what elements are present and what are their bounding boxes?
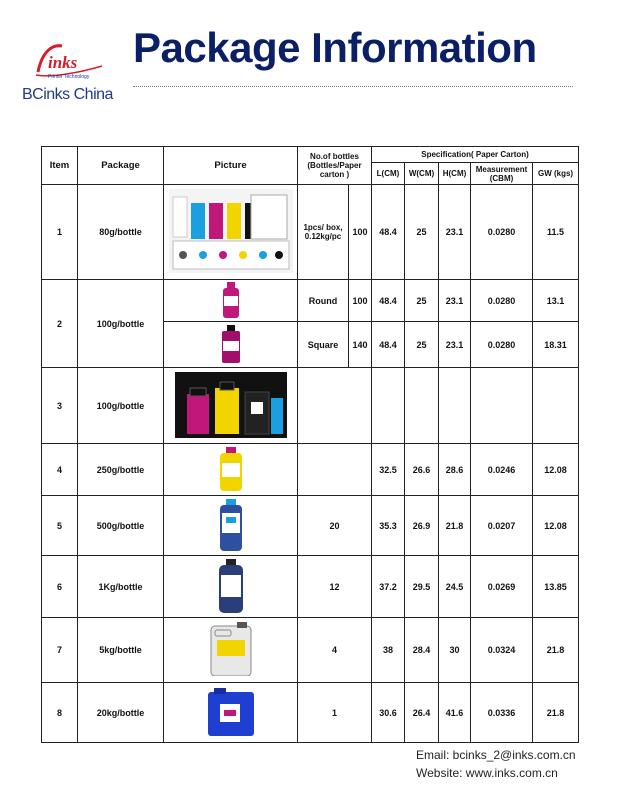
jerrycan-5kg-photo xyxy=(207,622,255,676)
cell-l: 48.4 xyxy=(372,280,405,322)
cell-cbm: 0.0246 xyxy=(471,444,533,496)
cell-item: 8 xyxy=(42,683,78,743)
cell-w: 26.4 xyxy=(405,683,439,743)
cell-w xyxy=(405,368,439,444)
drum-20kg-photo xyxy=(206,688,256,736)
table-row xyxy=(42,185,579,280)
cell-picture xyxy=(164,322,298,368)
cell-h: 23.1 xyxy=(439,322,471,368)
cell-count: 12 xyxy=(298,556,372,618)
header-measurement: Measurement (CBM) xyxy=(471,163,533,185)
cell-l: 38 xyxy=(372,618,405,683)
cell-h: 21.8 xyxy=(439,496,471,556)
cell-item: 3 xyxy=(42,368,78,444)
cell-package: 1Kg/bottle xyxy=(78,556,164,618)
product-photo-100g-set xyxy=(175,372,287,438)
cell-count: 4 xyxy=(298,618,372,683)
cell-gw: 21.8 xyxy=(533,618,579,683)
cell-l: 48.4 xyxy=(372,322,405,368)
cell-item: 1 xyxy=(42,185,78,280)
cell-picture xyxy=(164,444,298,496)
brand-name: BCinks China xyxy=(22,86,113,103)
cell-package: 100g/bottle xyxy=(78,280,164,368)
header-picture: Picture xyxy=(164,147,298,185)
cell-h: 28.6 xyxy=(439,444,471,496)
bottle-500g-photo xyxy=(218,499,244,551)
cell-w: 28.4 xyxy=(405,618,439,683)
cell-picture xyxy=(164,185,298,280)
cell-package: 5kg/bottle xyxy=(78,618,164,683)
cell-gw: 13.85 xyxy=(533,556,579,618)
cell-count xyxy=(298,444,372,496)
header-height: H(CM) xyxy=(439,163,471,185)
cell-count: 1 xyxy=(298,683,372,743)
logo-swoosh-icon xyxy=(32,42,122,82)
contact-email: Email: bcinks_2@inks.com.cn xyxy=(416,748,576,762)
header-item: Item xyxy=(42,147,78,185)
cell-item: 6 xyxy=(42,556,78,618)
cell-h: 30 xyxy=(439,618,471,683)
cell-gw: 13.1 xyxy=(533,280,579,322)
cell-cbm: 0.0280 xyxy=(471,322,533,368)
cell-count: 100 xyxy=(349,280,372,322)
header-specification: Specification( Paper Carton) xyxy=(372,147,579,163)
table-row xyxy=(42,444,579,496)
cell-l: 37.2 xyxy=(372,556,405,618)
round-bottle-photo xyxy=(221,282,241,318)
cell-gw: 12.08 xyxy=(533,444,579,496)
cell-package: 250g/bottle xyxy=(78,444,164,496)
cell-cbm: 0.0336 xyxy=(471,683,533,743)
cell-note: 1pcs/ box, 0.12kg/pc xyxy=(298,185,349,280)
header-bottles: No.of bottles (Bottles/Paper carton ) xyxy=(298,147,372,185)
table-row xyxy=(42,556,579,618)
cell-h: 24.5 xyxy=(439,556,471,618)
cell-picture xyxy=(164,618,298,683)
contact-website: Website: www.inks.com.cn xyxy=(416,766,558,780)
cell-w: 26.9 xyxy=(405,496,439,556)
header-length: L(CM) xyxy=(372,163,405,185)
cell-h: 23.1 xyxy=(439,280,471,322)
cell-count-empty xyxy=(298,368,372,444)
cell-gw: 18.31 xyxy=(533,322,579,368)
logo-tagline: Printer Technology xyxy=(48,74,90,80)
cell-picture xyxy=(164,280,298,322)
logo-wordmark: inks xyxy=(48,53,78,72)
table-row xyxy=(42,368,579,444)
cell-count: 100 xyxy=(349,185,372,280)
cell-w: 25 xyxy=(405,280,439,322)
page-title: Package Information xyxy=(133,24,537,71)
cell-count: 20 xyxy=(298,496,372,556)
cell-item: 2 xyxy=(42,280,78,368)
cell-picture xyxy=(164,556,298,618)
cell-cbm: 0.0269 xyxy=(471,556,533,618)
cell-picture xyxy=(164,683,298,743)
header-package: Package xyxy=(78,147,164,185)
cell-cbm xyxy=(471,368,533,444)
cell-l xyxy=(372,368,405,444)
cell-cbm: 0.0324 xyxy=(471,618,533,683)
bottle-1kg-photo xyxy=(217,559,245,613)
cell-l: 32.5 xyxy=(372,444,405,496)
cell-l: 35.3 xyxy=(372,496,405,556)
cell-w: 25 xyxy=(405,322,439,368)
cell-w: 26.6 xyxy=(405,444,439,496)
cell-package: 80g/bottle xyxy=(78,185,164,280)
cell-w: 29.5 xyxy=(405,556,439,618)
cell-gw xyxy=(533,368,579,444)
logo-mark xyxy=(32,42,122,82)
cell-cbm: 0.0280 xyxy=(471,280,533,322)
cell-cbm: 0.0280 xyxy=(471,185,533,280)
table-row xyxy=(42,496,579,556)
cell-package: 20kg/bottle xyxy=(78,683,164,743)
header-width: W(CM) xyxy=(405,163,439,185)
table-row xyxy=(42,683,579,743)
cell-h xyxy=(439,368,471,444)
cell-item: 7 xyxy=(42,618,78,683)
cell-l: 30.6 xyxy=(372,683,405,743)
cell-cbm: 0.0207 xyxy=(471,496,533,556)
square-bottle-photo xyxy=(220,325,242,363)
bottle-250g-photo xyxy=(218,447,244,491)
table-row xyxy=(42,280,579,322)
cell-package: 500g/bottle xyxy=(78,496,164,556)
title-divider xyxy=(133,86,573,87)
product-photo-80g xyxy=(169,189,293,273)
cell-note: Round xyxy=(298,280,349,322)
cell-count: 140 xyxy=(349,322,372,368)
header-gw: GW (kgs) xyxy=(533,163,579,185)
cell-h: 23.1 xyxy=(439,185,471,280)
cell-h: 41.6 xyxy=(439,683,471,743)
cell-note: Square xyxy=(298,322,349,368)
package-table xyxy=(41,146,579,743)
cell-w: 25 xyxy=(405,185,439,280)
cell-gw: 12.08 xyxy=(533,496,579,556)
cell-picture xyxy=(164,368,298,444)
cell-l: 48.4 xyxy=(372,185,405,280)
cell-gw: 11.5 xyxy=(533,185,579,280)
company-logo xyxy=(18,42,114,122)
cell-package: 100g/bottle xyxy=(78,368,164,444)
cell-picture xyxy=(164,496,298,556)
table-row xyxy=(42,618,579,683)
cell-item: 4 xyxy=(42,444,78,496)
cell-gw: 21.8 xyxy=(533,683,579,743)
contact-footer xyxy=(416,746,576,782)
cell-item: 5 xyxy=(42,496,78,556)
